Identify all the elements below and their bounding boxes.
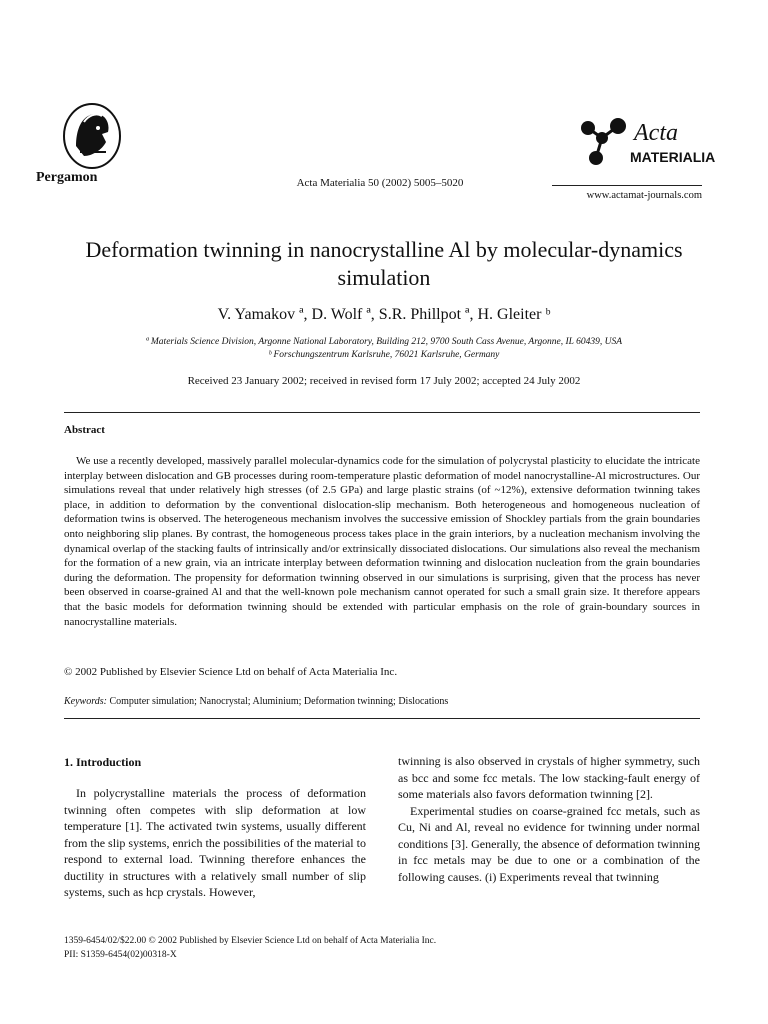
article-title: Deformation twinning in nanocrystalline Al by molecular-dynamics simulation [85, 237, 683, 290]
abstract-text: We use a recently developed, massively parallel molecular-dynamics code for the simulation of polycrystal plasticity to elucidate the intricate interplay between dislocation and GB processes during room-temperature plastic deformation of model nanocrystalline-Al microstructures. Our simulations reveal that under relatively high stresses (of 2.5 GPa) and large plastic strains (of ~12%), extensive deformation twinning takes place, in addition to deformation by the conventional dislocation-slip mechanism. Both heterogeneous and homogeneous nucleation of deformation twins is observed. The heterogeneous mechanism involves the successive emission of Shockley partials from the grain boundaries onto neighboring slip planes. By contrast, the homogeneous process takes place in the grain interiors, by a nucleation mechanism involving the dynamical overlap of the stacking faults of intrinsically and/or extrinsically dissociated dislocations. Our simulations also reveal the mechanism for the formation of a new grain, via an intricate interplay between deformation twinning and dislocation nucleation from the grain boundaries during the deformation. The propensity for deformation twinning observed in our simulations is surprising, given that the process has never been observed in coarse-grained Al and that the well-known pole mechanism cannot operated for such a small grain size. It therefore appears that the basic models for deformation twinning should be extended with particular emphasis on the role of grain-boundary sources in nanocrystalline materials. [64, 455, 700, 628]
keywords-line [64, 696, 448, 707]
intro-paragraph-2: Experimental studies on coarse-grained fcc metals, such as Cu, Ni and Al, reveal no evidence for twinning under normal conditions [3]. Generally, the absence of deformation twinning in fcc metals may be due to one or a combination of the following causes. (i) Experiments reveal that twinning [398, 803, 700, 884]
header-rule [552, 185, 702, 186]
journal-reference: Acta Materialia 50 (2002) 5005–5020 [296, 177, 464, 189]
abstract-top-rule [64, 412, 700, 413]
section-heading-introduction: 1. Introduction [64, 755, 142, 769]
pergamon-logo-icon [62, 102, 122, 170]
abstract-copyright: © 2002 Published by Elsevier Science Ltd on behalf of Acta Materialia Inc. [64, 666, 398, 678]
abstract-bottom-rule [64, 718, 700, 719]
keywords-list: Computer simulation; Nanocrystal; Aluminium; Deformation twinning; Dislocations [109, 696, 449, 707]
body-column-right [398, 753, 700, 885]
abstract-heading: Abstract [64, 424, 105, 436]
author-list: V. Yamakov ª, D. Wolf ª, S.R. Phillpot ª, H. Gleiter ᵇ [217, 306, 551, 323]
journal-url[interactable]: www.actamat-journals.com [586, 190, 702, 201]
publisher-name: Pergamon [36, 170, 98, 185]
acta-materialia-logo-icon [578, 116, 716, 168]
intro-paragraph-1: In polycrystalline materials the process of deformation twinning often competes with slip deformation at low temperature [1]. The activated twin systems, usually different from the slip systems, enrich the possibilities of the material to respond to external load. Twinning therefore enhances the ductility in structures with a relatively small number of slip systems, such as hcp crystals. However, [64, 786, 366, 899]
affiliation-b: ᵇ Forschungszentrum Karlsruhe, 76021 Karlsruhe, Germany [268, 350, 500, 360]
intro-paragraph-continued: twinning is also observed in crystals of higher symmetry, such as bcc and some fcc metals. The low stacking-fault energy of some materials also favors deformation twinning [2]. [398, 754, 700, 801]
footer-issn: 1359-6454/02/$22.00 © 2002 Published by Elsevier Science Ltd on behalf of Acta Materialia Inc. [64, 936, 437, 946]
footer-pii: PII: S1359-6454(02)00318-X [64, 950, 177, 960]
body-column-left [64, 785, 366, 901]
keywords-label: Keywords: [64, 696, 107, 707]
affiliation-a: ª Materials Science Division, Argonne National Laboratory, Building 212, 9700 South Cass Avenue, Argonne, IL 60439, USA [145, 337, 623, 347]
received-dates: Received 23 January 2002; received in revised form 17 July 2002; accepted 24 July 2002 [187, 375, 581, 387]
logo-text-materialia: MATERIALIA [630, 149, 716, 165]
logo-text-acta: Acta [634, 120, 678, 146]
